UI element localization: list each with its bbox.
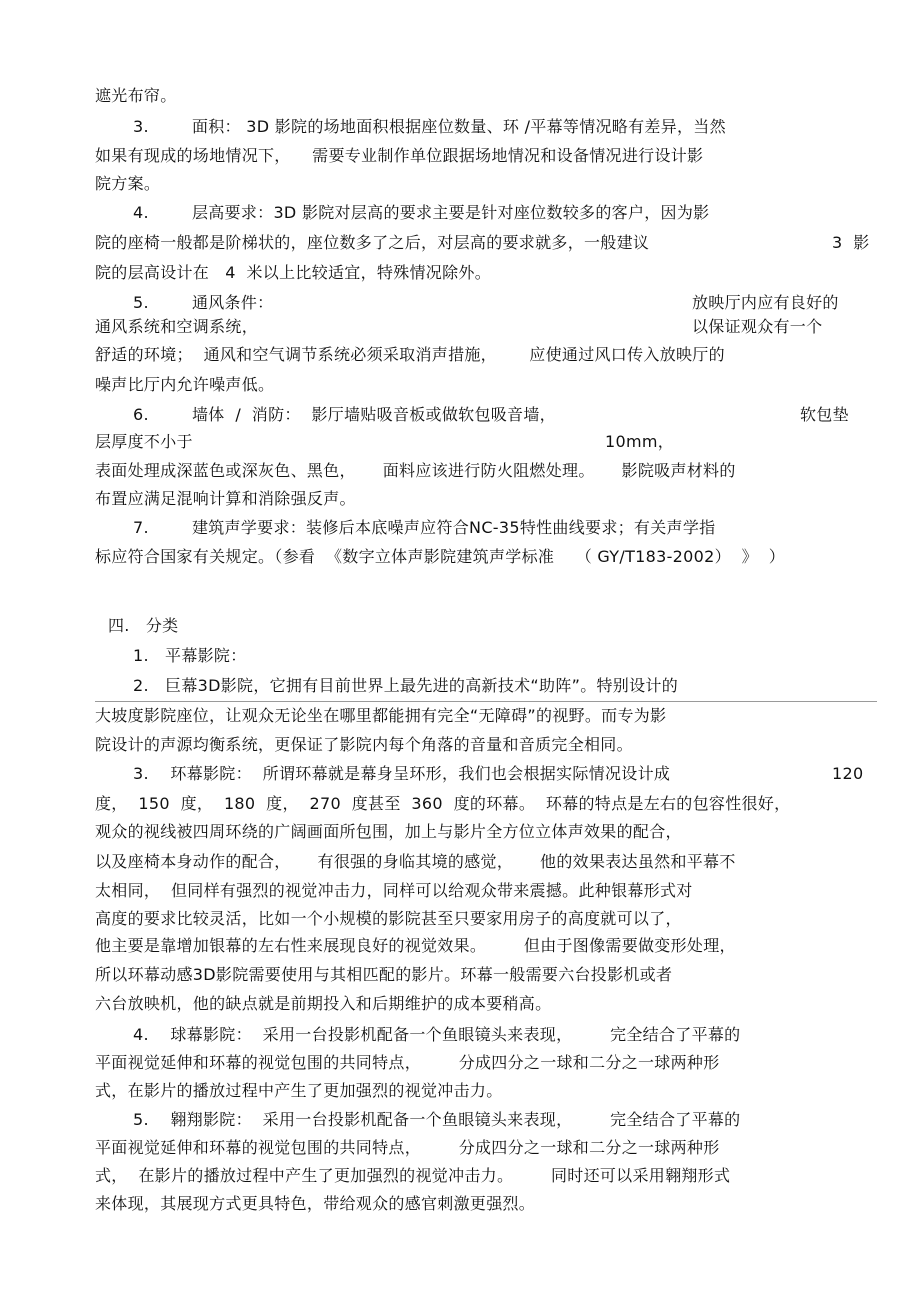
text-line: 10mm， [605, 432, 675, 451]
text-line: 大坡度影院座位，让观众无论坐在哪里都能拥有完全“无障碍”的视野。而专为影 [95, 706, 667, 725]
section-heading: 四. 分类 [108, 616, 179, 635]
text-line: 所以环幕动感3D影院需要使用与其相匹配的影片。环幕一般需要六台投影机或者 [95, 965, 673, 984]
text-line: 通风系统和空调系统， [95, 317, 259, 336]
text-line: 1. 平幕影院： [133, 646, 247, 665]
text-line: 放映厅内应有良好的 [692, 293, 839, 312]
text-line: 平面视觉延伸和环幕的视觉包围的共同特点， 分成四分之一球和二分之一球两种形 [95, 1138, 720, 1157]
text-line: 软包垫 [800, 405, 849, 424]
text-line: 平面视觉延伸和环幕的视觉包围的共同特点， 分成四分之一球和二分之一球两种形 [95, 1053, 720, 1072]
text-line: 以保证观众有一个 [692, 317, 823, 336]
text-line: 舒适的环境； 通风和空气调节系统必须采取消声措施， 应使通过风口传入放映厅的 [95, 345, 725, 364]
text-line: 5. 通风条件： [133, 293, 274, 312]
divider-line [95, 701, 877, 702]
text-line: 2. 巨幕3D影院，它拥有目前世界上最先进的高新技术“助阵”。特别设计的 [133, 676, 679, 695]
text-line: 如果有现成的场地情况下， 需要专业制作单位跟据场地情况和设备情况进行设计影 [95, 146, 704, 165]
text-line: 噪声比厅内允许噪声低。 [95, 375, 275, 394]
text-line: 表面处理成深蓝色或深灰色、黑色， 面料应该进行防火阻燃处理。 影院吸声材料的 [95, 461, 736, 480]
text-line: 院的层高设计在 4 米以上比较适宜，特殊情况除外。 [95, 263, 492, 282]
text-line: 式，在影片的播放过程中产生了更加强烈的视觉冲击力。 [95, 1081, 503, 1100]
text-line: 120 [832, 764, 864, 783]
text-line: 3 影 [832, 233, 870, 252]
text-line: 院设计的声源均衡系统，更保证了影院内每个角落的音量和音质完全相同。 [95, 735, 633, 754]
text-line: 来体现，其展现方式更具特色，带给观众的感官刺激更强烈。 [95, 1194, 536, 1213]
text-line: 院方案。 [95, 174, 161, 193]
text-line: 以及座椅本身动作的配合， 有很强的身临其境的感觉， 他的效果表达虽然和平幕不 [95, 852, 736, 871]
text-line: 布置应满足混响计算和消除强反声。 [95, 489, 356, 508]
text-line: 标应符合国家有关规定。（参看 《数字立体声影院建筑声学标准 （ GY/T183-2002） 》 ） [95, 547, 786, 566]
text-line: 遮光布帘。 [95, 86, 177, 105]
text-line: 4. 球幕影院： 采用一台投影机配备一个鱼眼镜头来表现， 完全结合了平幕的 [133, 1025, 741, 1044]
text-line: 7. 建筑声学要求：装修后本底噪声应符合NC-35特性曲线要求；有关声学指 [133, 518, 716, 537]
text-line: 六台放映机，他的缺点就是前期投入和后期维护的成本要稍高。 [95, 994, 552, 1013]
text-line: 4. 层高要求：3D 影院对层高的要求主要是针对座位数较多的客户，因为影 [133, 203, 710, 222]
text-line: 院的座椅一般都是阶梯状的，座位数多了之后，对层高的要求就多，一般建议 [95, 233, 650, 252]
text-line: 度， 150 度， 180 度， 270 度甚至 360 度的环幕。 环幕的特点是左右的包容性很好， [95, 794, 791, 813]
text-line: 3. 环幕影院： 所谓环幕就是幕身呈环形，我们也会根据实际情况设计成 [133, 764, 671, 783]
text-line: 6. 墙体 / 消防： 影厅墙贴吸音板或做软包吸音墙， [133, 405, 556, 424]
text-line: 3. 面积： 3D 影院的场地面积根据座位数量、环 /平幕等情况略有差异，当然 [133, 117, 726, 136]
text-line: 高度的要求比较灵活，比如一个小规模的影院甚至只要家用房子的高度就可以了， [95, 909, 682, 928]
text-line: 太相同， 但同样有强烈的视觉冲击力，同样可以给观众带来震撼。此种银幕形式对 [95, 881, 693, 900]
text-line: 式， 在影片的播放过程中产生了更加强烈的视觉冲击力。 同时还可以采用翱翔形式 [95, 1166, 731, 1185]
text-line: 观众的视线被四周环绕的广阔画面所包围，加上与影片全方位立体声效果的配合， [95, 822, 682, 841]
text-line: 5. 翱翔影院： 采用一台投影机配备一个鱼眼镜头来表现， 完全结合了平幕的 [133, 1110, 741, 1129]
text-line: 他主要是靠增加银幕的左右性来展现良好的视觉效果。 但由于图像需要做变形处理， [95, 936, 736, 955]
text-line: 层厚度不小于 [95, 432, 193, 451]
